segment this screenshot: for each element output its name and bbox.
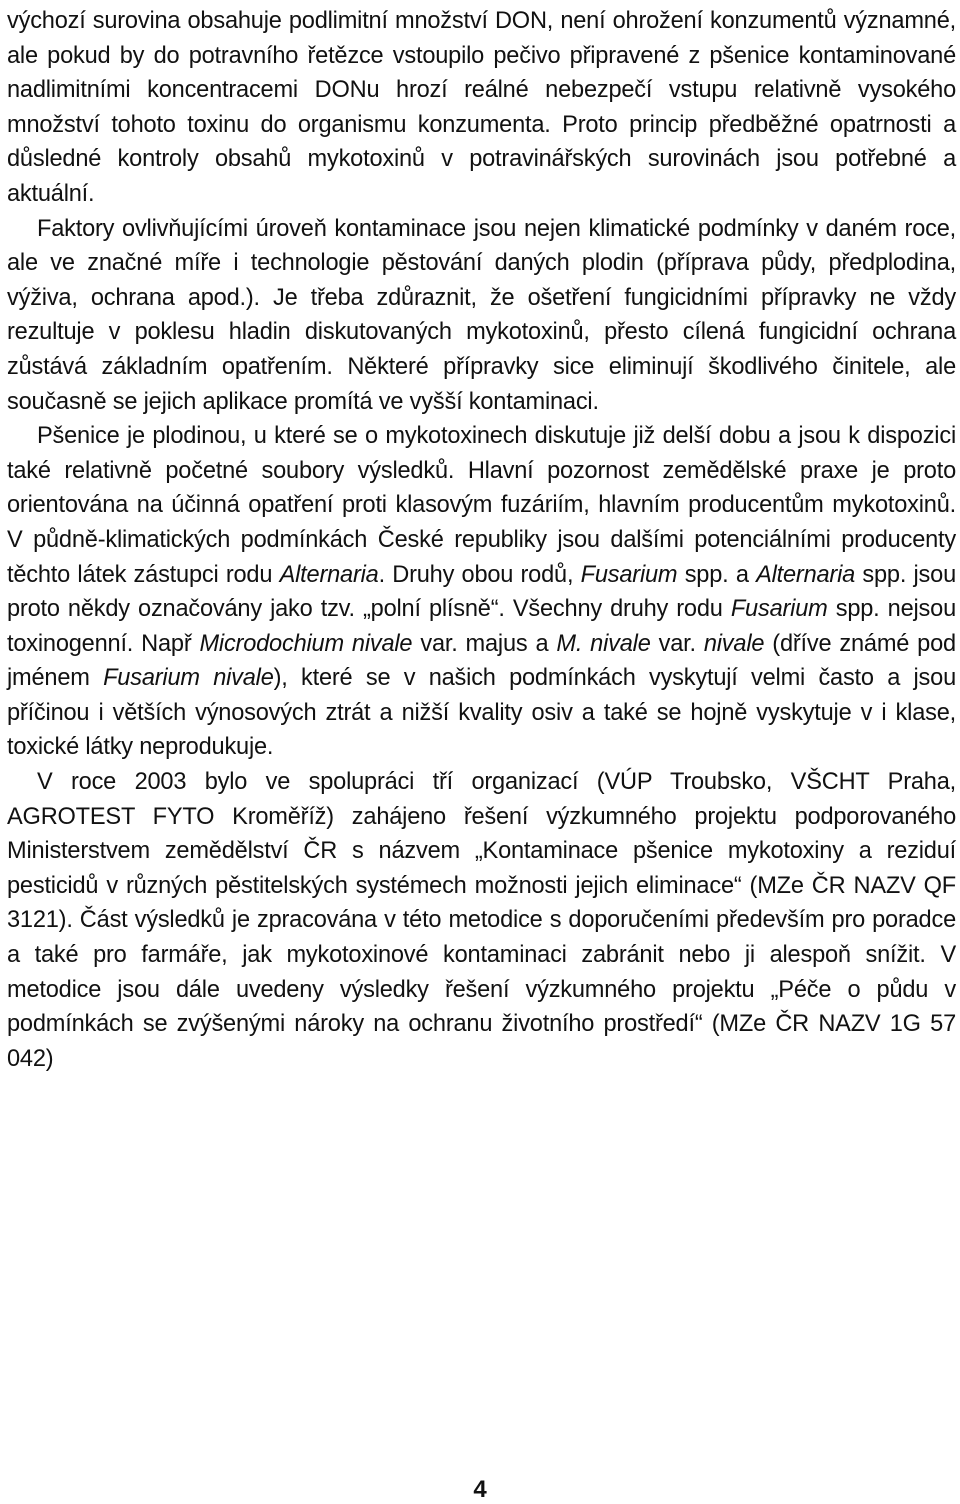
text-run: V roce 2003 bylo ve spolupráci tří organizací (VÚP Troubsko, VŠCHT Praha, AGROTEST FYTO Kroměříž) zahájeno řešení výzkumného projektu podporovaného Ministerstvem zemědělství ČR s názvem „Kontaminace pšenice mykotoxiny a reziduí pesticidů v různých pěstitelských systémech možnosti jejich eliminace“ (MZe ČR NAZV QF 3121). Část výsledků je zpracována v této metodice s doporučeními především pro poradce a také pro farmáře, jak mykotoxinové kontaminaci zabránit nebo ji alespoň snížit. V metodice jsou dále uvedeny výsledky řešení výzkumného projektu „Péče o půdu v podmínkách se zvýšenými nároky na ochranu životního prostředí“ (MZe ČR NAZV 1G 57 042) bbox=[7, 769, 956, 1072]
italic-term: Fusarium bbox=[580, 561, 678, 588]
italic-term: Fusarium nivale bbox=[103, 665, 274, 692]
italic-term: nivale bbox=[703, 630, 765, 657]
paragraph-2 bbox=[7, 212, 956, 420]
text-run: spp. jsou proto někdy označovány jako tzv. „polní plísně“. Všechny druhy rodu bbox=[7, 561, 956, 623]
italic-term: M. nivale bbox=[556, 630, 651, 657]
paragraph-4 bbox=[7, 765, 956, 1076]
text-run: . Druhy obou rodů, bbox=[378, 561, 581, 588]
text-run: spp. a bbox=[677, 561, 757, 588]
text-run: var. bbox=[650, 630, 704, 657]
page-number: 4 bbox=[473, 1476, 487, 1503]
text-run: ), které se v našich podmínkách vyskytují velmi často a jsou příčinou i větších výnosových ztrát a nižší kvality osiv a také se hojně vyskytuje v i klase, toxické látky neprodukuje. bbox=[7, 665, 956, 761]
italic-term: Alternaria bbox=[756, 561, 856, 588]
text-run: Pšenice je plodinou, u které se o mykotoxinech diskutuje již delší dobu a jsou k dispozici také relativně početné soubory výsledků. Hlavní pozornost zemědělské praxe je proto orientována na účinná opatření proti klasovým fuzáriím, hlavním producentům mykotoxinů. V půdně-klimatických podmínkách České republiky jsou dalšími potenciálními producenty těchto látek zástupci rodu bbox=[7, 423, 956, 588]
paragraph-3 bbox=[7, 419, 956, 765]
text-run: Faktory ovlivňujícími úroveň kontaminace jsou nejen klimatické podmínky v daném roce, ale ve značné míře i technologie pěstování daných plodin (příprava půdy, předplodina, výživa, ochrana apod.). Je třeba zdůraznit, že ošetření fungicidními přípravky ne vždy rezultuje v poklesu hladin diskutovaných mykotoxinů, přesto cílená fungicidní ochrana zůstává základním opatřením. Některé přípravky sice eliminují škodlivého činitele, ale současně se jejich aplikace promítá ve vyšší kontaminaci. bbox=[7, 215, 956, 415]
text-run: var. majus a bbox=[412, 630, 557, 657]
italic-term: Alternaria bbox=[279, 561, 379, 588]
text-run: (dříve známé pod jménem bbox=[7, 630, 956, 692]
italic-term: Microdochium nivale bbox=[199, 630, 413, 657]
paragraph-1 bbox=[7, 4, 956, 212]
italic-term: Fusarium bbox=[730, 596, 828, 623]
text-run: spp. nejsou toxinogenní. Např bbox=[7, 596, 956, 657]
text-run: výchozí surovina obsahuje podlimitní množství DON, není ohrožení konzumentů významné, ale pokud by do potravního řetězce vstoupilo pečivo připravené z pšenice kontaminované nadlimitními koncentracemi DONu hrozí reálné nebezpečí vstupu relativně vysokého množství tohoto toxinu do organismu konzumenta. Proto princip předběžné opatrnosti a důsledné kontroly obsahů mykotoxinů v potravinářských surovinách jsou potřebné a aktuální. bbox=[7, 8, 956, 207]
